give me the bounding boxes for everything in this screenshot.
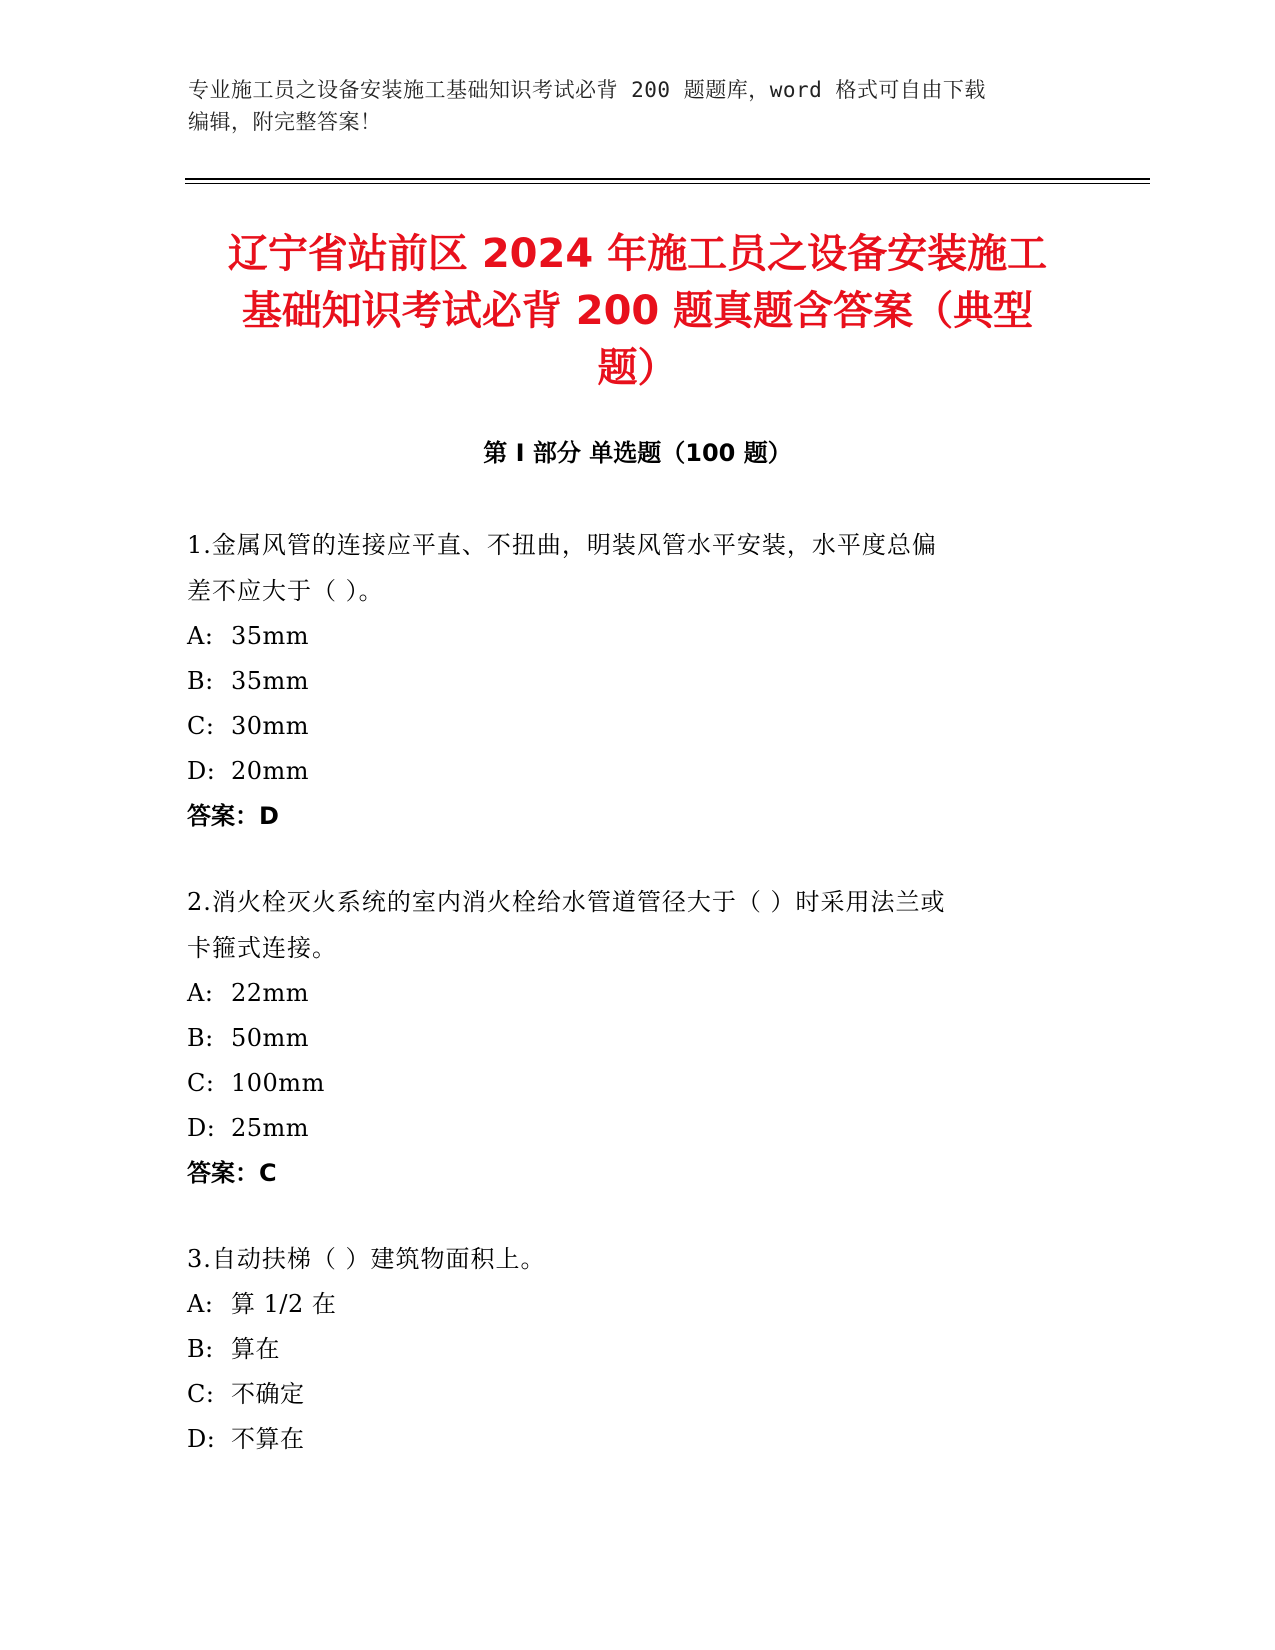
answer-line: 答案：D <box>187 802 279 830</box>
section-title: 第 I 部分 单选题（100 题） <box>483 439 792 467</box>
option-d <box>187 1106 1087 1151</box>
option-letter: C: <box>187 1380 215 1408</box>
option-letter: C: <box>187 712 215 740</box>
header-rule-thin <box>185 183 1150 184</box>
option-letter: A: <box>187 622 214 650</box>
option-b <box>187 659 1087 704</box>
option-letter: B: <box>187 1335 214 1363</box>
option-text: 22mm <box>231 979 310 1007</box>
option-letter: B: <box>187 667 214 695</box>
option-a <box>187 971 1087 1016</box>
option-a <box>187 614 1087 659</box>
option-d <box>187 1417 1087 1462</box>
option-letter: C: <box>187 1069 215 1097</box>
option-b <box>187 1016 1087 1061</box>
option-letter: D: <box>187 1114 216 1142</box>
option-text: 算 1/2 在 <box>231 1290 337 1318</box>
option-b <box>187 1327 1087 1372</box>
question-stem-line: 1.金属风管的连接应平直、不扭曲，明装风管水平安装，水平度总偏 <box>187 531 937 559</box>
question-stem-line: 卡箍式连接。 <box>187 934 337 962</box>
question-list <box>187 522 1087 1502</box>
header-note <box>188 74 1088 138</box>
title-line3: 题） <box>597 345 678 391</box>
option-letter: D: <box>187 757 216 785</box>
option-a <box>187 1282 1087 1327</box>
option-text: 30mm <box>231 712 310 740</box>
option-text: 20mm <box>231 757 310 785</box>
header-note-line2: 编辑，附完整答案！ <box>188 110 382 134</box>
option-text: 35mm <box>231 622 310 650</box>
question-stem-line: 2.消火栓灭火系统的室内消火栓给水管道管径大于（ ）时采用法兰或 <box>187 888 946 916</box>
option-text: 50mm <box>231 1024 310 1052</box>
option-c <box>187 1061 1087 1106</box>
option-letter: D: <box>187 1425 216 1453</box>
option-c <box>187 1372 1087 1417</box>
option-d <box>187 749 1087 794</box>
option-text: 100mm <box>231 1069 325 1097</box>
option-text: 不算在 <box>231 1425 305 1453</box>
title-line1: 辽宁省站前区 2024 年施工员之设备安装施工 <box>227 231 1048 277</box>
question-stem-line: 3.自动扶梯（ ）建筑物面积上。 <box>187 1245 546 1273</box>
option-c <box>187 704 1087 749</box>
option-text: 25mm <box>231 1114 310 1142</box>
question-3 <box>187 1236 1087 1462</box>
option-text: 算在 <box>231 1335 280 1363</box>
option-text: 35mm <box>231 667 310 695</box>
question-1 <box>187 522 1087 839</box>
option-letter: A: <box>187 1290 214 1318</box>
header-note-line1: 专业施工员之设备安装施工基础知识考试必背 200 题题库，word 格式可自由下载 <box>188 78 986 102</box>
document-title <box>180 226 1095 397</box>
header-rule-thick <box>185 178 1150 180</box>
title-line2: 基础知识考试必背 200 题真题含答案（典型 <box>241 288 1034 334</box>
question-stem-line: 差不应大于（ ）。 <box>187 577 384 605</box>
question-2 <box>187 879 1087 1196</box>
option-letter: A: <box>187 979 214 1007</box>
option-text: 不确定 <box>231 1380 305 1408</box>
answer-line: 答案：C <box>187 1159 277 1187</box>
option-letter: B: <box>187 1024 214 1052</box>
